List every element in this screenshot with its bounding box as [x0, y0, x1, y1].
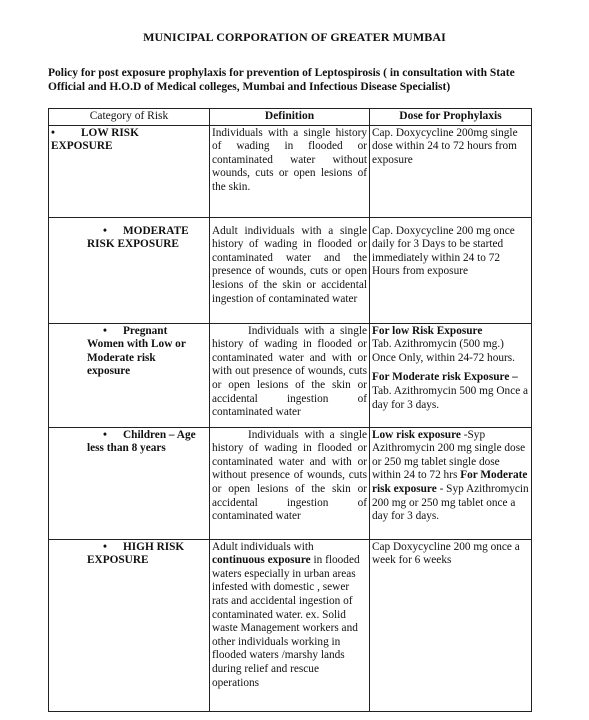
policy-heading: Policy for post exposure prophylaxis for prevention of Leptospirosis ( in consultation with State Official and H.O.D of Medical colleges, Mumbai and Infectious Disease Specialist)	[48, 67, 515, 93]
dose-subheading: For Moderate risk exposure	[372, 469, 528, 495]
definition-emphasis: continuous exposure	[212, 554, 311, 567]
category-cell	[49, 539, 210, 711]
category-label: EXPOSURE	[87, 554, 149, 567]
category-label: LOW RISK	[81, 126, 139, 139]
definition-cell: Adult individuals with continuous exposure in flooded waters especially in urban areas infested with domestic , sewer rats and accidental ingestion of contaminated water. ex. Solid waste Management workers and other individuals working in flooded waters /marshy lands during relief and rescue operations	[210, 539, 370, 711]
bullet: •	[103, 428, 107, 441]
definition-cell: Individuals with a single history of wading in flooded or contaminated water and with or with out presence of wounds, cuts or open lesions of the skin or accidental ingestion of contaminated water	[210, 323, 370, 427]
category-label: exposure	[87, 365, 131, 378]
column-header-category: Category of Risk	[49, 109, 210, 126]
category-label: less than 8 years	[87, 442, 166, 455]
column-header-definition: Definition	[210, 109, 370, 126]
category-cell	[49, 427, 210, 539]
category-cell	[49, 323, 210, 427]
table-header-row	[49, 109, 532, 126]
category-label: Children – Age	[123, 428, 196, 441]
dose-cell	[370, 323, 532, 427]
category-label: HIGH RISK	[123, 540, 185, 553]
category-label: MODERATE	[123, 224, 189, 237]
category-label: RISK EXPOSURE	[87, 238, 179, 251]
table-row-moderate-risk	[49, 217, 532, 323]
dose-subheading: For Moderate risk Exposure –	[372, 371, 518, 384]
table-row-high-risk	[49, 539, 532, 711]
bullet: •	[51, 126, 55, 139]
definition-cell: Individuals with a single history of wading in flooded or contaminated water without wounds, cuts or open lesions of the skin.	[210, 125, 370, 217]
dose-text: Tab. Azithromycin (500 mg.) Once Only, within 24-72 hours.	[372, 338, 515, 364]
definition-cell: Individuals with a single history of wading in flooded or contaminated water and with or without presence of wounds, cuts or open lesions of the skin or accidental ingestion of contaminated water	[210, 427, 370, 539]
dose-cell: Cap. Doxycycline 200 mg once daily for 3 Days to be started immediately within 24 to 72 Hours from exposure	[370, 217, 532, 323]
category-label: Moderate risk	[87, 351, 156, 364]
category-cell	[49, 125, 210, 217]
dose-subheading: For low Risk Exposure	[372, 324, 483, 337]
category-label: Women with Low or	[87, 338, 186, 351]
dose-cell: Cap Doxycycline 200 mg once a week for 6 weeks	[370, 539, 532, 711]
prophylaxis-table	[48, 108, 532, 712]
dose-text: -Syp Azithromycin 200 mg single dose or 250 mg tablet single dose within 24 to 72 hrs	[372, 428, 526, 482]
table-row-pregnant	[49, 323, 532, 427]
dose-cell: Cap. Doxycycline 200mg single dose within 24 to 72 hours from exposure	[370, 125, 532, 217]
dose-subheading: Low risk exposure	[372, 428, 461, 441]
dose-cell	[370, 427, 532, 539]
bullet: •	[103, 540, 107, 553]
column-header-dose: Dose for Prophylaxis	[370, 109, 532, 126]
dose-text: Tab. Azithromycin 500 mg Once a day for 3 days.	[372, 384, 529, 411]
category-cell	[49, 217, 210, 323]
bullet: •	[103, 224, 107, 237]
table-row-low-risk	[49, 125, 532, 217]
definition-cell: Adult individuals with a single history of wading in flooded or contaminated water and the presence of wounds, cuts or open lesions of the skin or accidental ingestion of contaminated water	[210, 217, 370, 323]
category-label: EXPOSURE	[51, 140, 113, 153]
category-label: Pregnant	[123, 324, 168, 337]
dose-text: - Syp Azithromycin 200 mg or 250 mg tablet once a day for 3 days.	[372, 482, 529, 523]
table-row-children	[49, 427, 532, 539]
bullet: •	[103, 324, 107, 337]
document-title: MUNICIPAL CORPORATION OF GREATER MUMBAI	[143, 30, 446, 44]
